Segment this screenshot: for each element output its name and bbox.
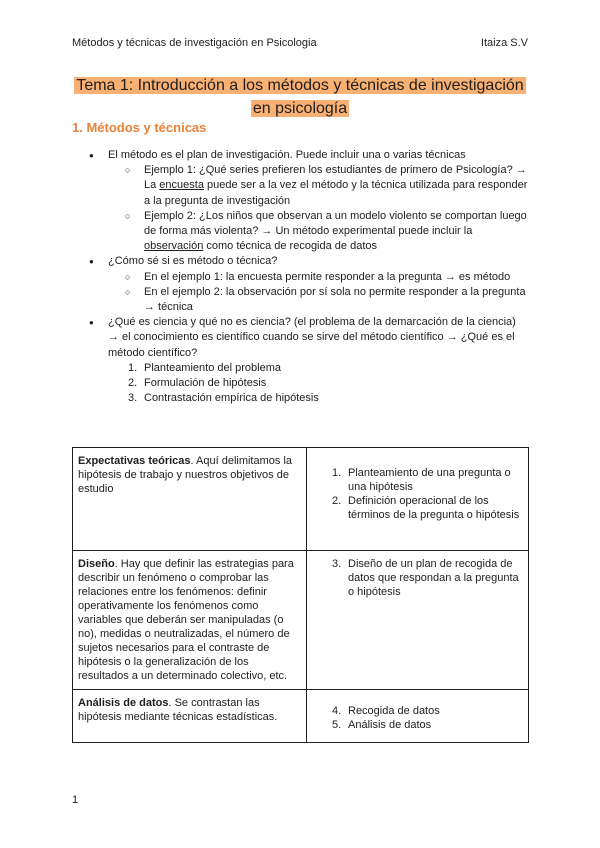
list-item — [144, 209, 528, 255]
header-course-title: Métodos y técnicas de investigación en Psicologia — [72, 37, 317, 49]
item-number: 1. — [128, 361, 138, 374]
numbered-list — [108, 361, 528, 407]
list-item — [144, 163, 528, 209]
cell-text: . Se contrastan las hipótesis mediante técnicas estadísticas. — [78, 697, 278, 723]
table-cell-description — [73, 551, 307, 690]
cell-heading: Expectativas teóricas — [78, 455, 191, 467]
numbered-list — [312, 466, 522, 522]
item-number: 2. — [128, 377, 138, 390]
page-number: 1 — [72, 794, 79, 806]
bullet-text: ¿Qué es ciencia y qué no es ciencia? (el problema de la demarcación de la ciencia) → el conocimiento es científico cuando se sirve del método científico → ¿Qué es el método científico? — [108, 316, 516, 359]
title-block — [72, 74, 528, 120]
table-cell-description — [73, 690, 307, 743]
cell-heading: Análisis de datos — [78, 697, 169, 709]
item-text: Planteamiento de una pregunta o una hipótesis — [348, 467, 511, 493]
item-text: Contrastación empírica de hipótesis — [144, 392, 319, 405]
item-number: 3. — [332, 558, 342, 570]
bullet-text: como técnica de recogida de datos — [203, 240, 377, 253]
cell-text: . Hay que definir las estrategias para describir un fenómeno o comprobar las relaciones entre los fenómenos: definir operativamente los fenómenos como variables que deberán ser manipuladas (o no), medidas o neutralizadas, el número de sujetos necesarios para el contraste de hipótesis o la generalización de los resultados a un determinado colectivo, etc. — [78, 558, 294, 682]
method-steps-table — [72, 447, 529, 743]
table-row — [73, 448, 529, 551]
item-number: 4. — [332, 705, 342, 717]
bullet-text: En el ejemplo 2: la observación por sí sola no permite responder a la pregunta → técnica — [144, 285, 526, 314]
bullet-content — [72, 148, 528, 406]
list-item — [128, 361, 528, 376]
list-item — [108, 315, 528, 406]
page-title: Tema 1: Introducción a los métodos y técnicas de investigación en psicología — [76, 77, 524, 117]
bullet-text: En el ejemplo 1: la encuesta permite responder a la pregunta → es método — [144, 270, 511, 283]
list-item — [128, 376, 528, 391]
item-text: Formulación de hipótesis — [144, 377, 267, 390]
bullet-text: Ejemplo 1: ¿Qué series prefieren los estudiantes de primero de Psicología? → La — [144, 164, 527, 192]
list-item — [108, 254, 528, 315]
item-text: Recogida de datos — [348, 705, 440, 717]
table-row — [73, 690, 529, 743]
header-author: Itaiza S.V — [480, 37, 528, 49]
bullet-text: puede ser a la vez el método y la técnica utilizada para responder a la pregunta de investigación — [144, 179, 528, 207]
numbered-list — [312, 704, 522, 732]
underlined-term: observación — [144, 240, 204, 253]
item-text: Planteamiento del problema — [144, 361, 281, 374]
sub-bullet-list — [108, 163, 528, 254]
item-number: 3. — [128, 392, 138, 405]
table-cell-steps — [307, 551, 529, 690]
list-item — [332, 494, 522, 522]
bullet-text: Ejemplo 2: ¿Los niños que observan a un modelo violento se comportan luego de forma más violenta? → Un método experimental puede incluir la — [144, 209, 527, 238]
table-cell-description — [73, 448, 307, 551]
main-bullet-list — [72, 148, 528, 406]
list-item — [332, 557, 522, 599]
list-item — [144, 270, 528, 285]
bullet-text: ¿Cómo sé si es método o técnica? — [108, 255, 278, 268]
cell-text: . Aquí delimitamos la hipótesis de trabajo y nuestros objetivos de estudio — [78, 455, 293, 495]
item-text: Diseño de un plan de recogida de datos que respondan a la pregunta o hipótesis — [348, 558, 519, 598]
item-number: 1. — [332, 467, 342, 479]
list-item — [332, 718, 522, 732]
item-text: Definición operacional de los términos de la pregunta o hipótesis — [348, 495, 520, 521]
sub-bullet-list — [108, 270, 528, 316]
item-number: 2. — [332, 495, 342, 507]
cell-heading: Diseño — [78, 558, 115, 570]
table-cell-steps — [307, 448, 529, 551]
list-item — [144, 285, 528, 315]
bullet-text: El método es el plan de investigación. Puede incluir una o varias técnicas — [108, 149, 466, 161]
list-item — [128, 391, 528, 406]
list-item — [108, 148, 528, 254]
list-item — [332, 704, 522, 718]
numbered-list — [312, 557, 522, 599]
list-item — [332, 466, 522, 494]
item-text: Análisis de datos — [348, 719, 432, 731]
item-number: 5. — [332, 719, 342, 731]
section-heading: 1. Métodos y técnicas — [72, 120, 207, 135]
underlined-term: encuesta — [159, 179, 204, 192]
table-cell-steps — [307, 690, 529, 743]
table-row — [73, 551, 529, 690]
